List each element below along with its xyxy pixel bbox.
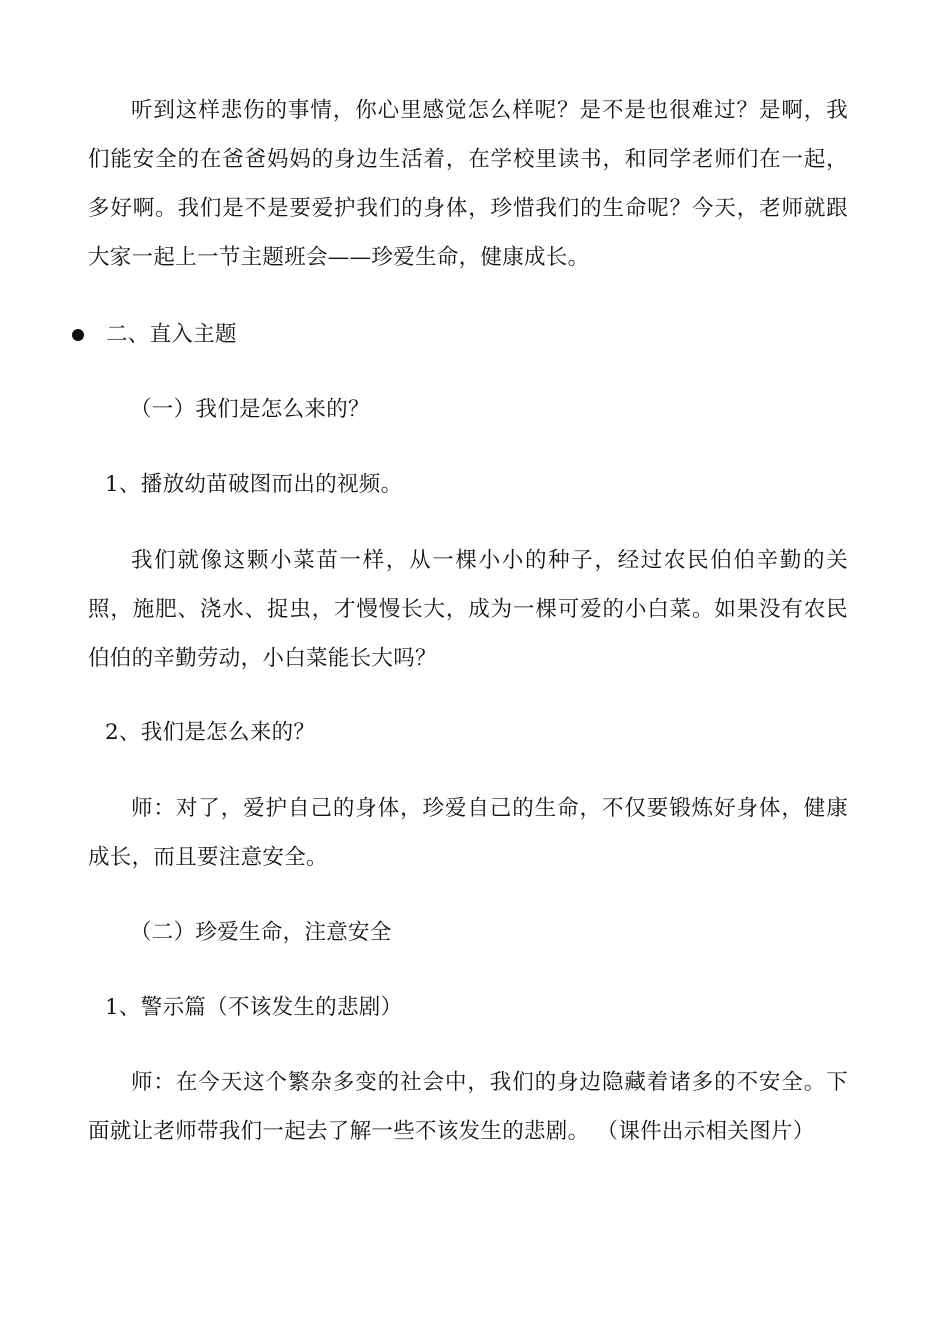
intro-paragraph: 听到这样悲伤的事情，你心里感觉怎么样呢？是不是也很难过？是啊，我们能安全的在爸爸妈妈的身边生活着，在学校里读书，和同学老师们在一起，多好啊。我们是不是要爱护我们的身体，珍惜我们的生命呢？今天，老师就跟大家一起上一节主题班会——珍爱生命，健康成长。 [88, 98, 848, 270]
subsection-heading-2: （二）珍爱生命，注意安全 [130, 920, 392, 945]
section-heading: 二、直入主题 [106, 322, 237, 347]
item-1: 1、播放幼苗破图而出的视频。 [105, 472, 403, 497]
teacher-paragraph-2: 师：在今天这个繁杂多变的社会中，我们的身边隐藏着诸多的不安全。下面就让老师带我们一起去了解一些不该发生的悲剧。 （课件出示相关图片） [88, 1070, 848, 1144]
subsection-heading-1: （一）我们是怎么来的？ [130, 397, 370, 422]
item-2: 2、我们是怎么来的？ [105, 720, 316, 745]
item-3: 1、警示篇（不该发生的悲剧） [105, 995, 403, 1020]
teacher-paragraph-1: 师：对了，爱护自己的身体，珍爱自己的生命，不仅要锻炼好身体，健康成长，而且要注意安全。 [88, 796, 848, 870]
bullet-icon [72, 329, 84, 341]
seedling-paragraph: 我们就像这颗小菜苗一样，从一棵小小的种子，经过农民伯伯辛勤的关照，施肥、浇水、捉虫，才慢慢长大，成为一棵可爱的小白菜。如果没有农民伯伯的辛勤劳动，小白菜能长大吗？ [88, 548, 848, 671]
